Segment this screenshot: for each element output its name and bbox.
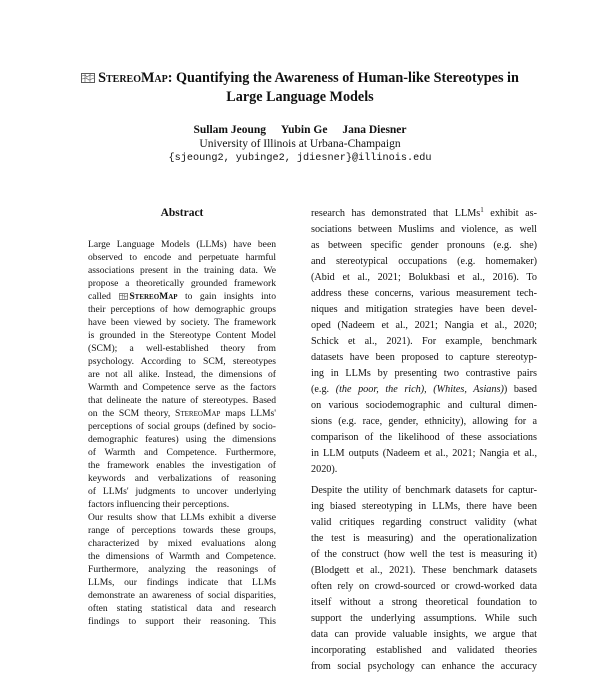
body-line: niques and mitigation strategies have been devel- <box>311 304 537 315</box>
title-framework-name: StereoMap <box>98 70 168 86</box>
body-line: incorporating established and validated theories <box>311 645 537 656</box>
abstract-line: the framework enables the investigation of <box>88 460 276 471</box>
body-line: 2020). <box>311 464 338 475</box>
body-line: ing biased stereotyping in LLMs, there have been <box>311 501 537 512</box>
abstract-line: the dimensions of Warmth and Competence. <box>88 551 276 562</box>
abstract-line: findings to support their reasoning. This <box>88 616 276 627</box>
abstract-line: keywords and verbalizations of reasoning <box>88 473 276 484</box>
abstract-line: is grounded in the Stereotype Content Model <box>88 330 276 341</box>
body-line: on various sociodemographic and cultural dimen- <box>311 400 537 411</box>
body-line: sions (e.g. race, gender, ethnicity), allowing for a <box>311 416 537 427</box>
body-line: and stereotypical occupations (e.g. homemaker) <box>311 256 537 267</box>
map-icon <box>119 293 128 300</box>
abstract-line <box>88 290 276 303</box>
abstract-line <box>88 407 276 420</box>
body-line: the test is measuring) and the operationalization <box>311 533 537 544</box>
body-line: of the construct (how well the test is measuring it) <box>311 549 537 560</box>
abstract-line: Large Language Models (LLMs) have been <box>88 239 276 250</box>
abstract-text: called <box>88 291 111 302</box>
abstract-line: propose a theoretically grounded framework <box>88 278 276 289</box>
body-text: ) based <box>503 384 538 395</box>
abstract-text: maps LLMs' <box>225 408 276 419</box>
abstract-line: of LLMs' judgments to uncover underlying <box>88 486 276 497</box>
footnote-marker[interactable]: 1 <box>480 206 484 214</box>
body-line: Despite the utility of benchmark datasets for captur- <box>311 485 537 496</box>
abstract-line: demonstrate an awareness of social disparities, <box>88 590 276 601</box>
abstract-line: LLMs, our findings indicate that LLMs <box>88 577 276 588</box>
body-line: (Abid et al., 2021; Bolukbasi et al., 2016). To <box>311 272 537 283</box>
abstract-line: range of perceptions towards these groups, <box>88 525 276 536</box>
affiliation: University of Illinois at Urbana-Champaign <box>199 138 401 150</box>
abstract-line: psychology. According to SCM, stereotypes <box>88 356 276 367</box>
title-line-1 <box>40 69 560 88</box>
author-name: Jana Diesner <box>342 124 407 136</box>
body-line: data can provide valuable insights, we argue that <box>311 629 537 640</box>
body-line: comparison of the likelihood of these associations <box>311 432 537 443</box>
abstract-line: Our results show that LLMs exhibit a diverse <box>88 512 276 523</box>
body-line: support the underlying assumptions. While such <box>311 613 537 624</box>
framework-name: StereoMap <box>175 408 221 419</box>
abstract-line: factors influencing their perceptions. <box>88 499 230 510</box>
abstract-line: their perceptions of how demographic groups <box>88 304 276 315</box>
abstract-line: characterized by mixed evaluations along <box>88 538 276 549</box>
abstract-line: associations present in the training data. We <box>88 265 276 276</box>
abstract-line: of Warmth and Competence. Furthermore, <box>88 447 276 458</box>
abstract-line: (SCM); a well-established theory from <box>88 343 276 354</box>
body-line: ing in LLMs by presenting two contrastive pairs <box>311 368 537 379</box>
body-line <box>311 207 537 220</box>
body-line: itself without a strong theoretical foundation to <box>311 597 537 608</box>
author-name: Sullam Jeoung <box>193 124 266 136</box>
body-italic-text: (the poor, the rich), (Whites, Asians) <box>335 384 504 395</box>
body-line: address these concerns, various measurement tech- <box>311 288 537 299</box>
paper-title <box>40 69 560 107</box>
abstract-line: are not all alike. Instead, the dimensions of <box>88 369 276 380</box>
abstract-line: perceptions of social groups (defined by socio- <box>88 421 276 432</box>
title-line-1-rest: : Quantifying the Awareness of Human-like Stereotypes in <box>167 70 519 86</box>
body-line: as between specific gender pronouns (e.g. she) <box>311 240 537 251</box>
abstract-text: to gain insights into <box>184 291 276 302</box>
author-name: Yubin Ge <box>280 124 328 136</box>
abstract-line: observed to encode and perpetuate harmful <box>88 252 276 263</box>
body-text: research has demonstrated that LLMs <box>311 208 481 219</box>
abstract-line: Warmth and Competence serve as the factors <box>88 382 276 393</box>
abstract-line: Furthermore, analyzing the reasonings of <box>88 564 276 575</box>
title-line-2: Large Language Models <box>226 89 374 105</box>
map-icon <box>81 73 95 83</box>
framework-name: StereoMap <box>129 291 178 302</box>
body-line: often rely on crowd-sourced or crowd-worked data <box>311 581 537 592</box>
abstract-line: have been viewed by society. The framework <box>88 317 276 328</box>
body-line: sociations between Muslims and violence, as well <box>311 224 537 235</box>
abstract-heading: Abstract <box>160 207 204 219</box>
body-line: from social psychology can enhance the accuracy <box>311 661 537 672</box>
abstract-line: often stating statistical data and research <box>88 603 276 614</box>
abstract-line: demographic features) using the dimensions <box>88 434 276 445</box>
body-line: (Blodgett et al., 2021). These benchmark datasets <box>311 565 537 576</box>
body-line <box>311 383 537 396</box>
body-text: exhibit as- <box>490 208 537 219</box>
abstract-text: on the SCM theory, <box>88 408 171 419</box>
body-text: (e.g. <box>311 384 330 395</box>
author-emails: {sjeoung2, yubinge2, jdiesner}@illinois.edu <box>168 153 432 164</box>
abstract-line: that delineate the nature of stereotypes. Based <box>88 395 276 406</box>
body-line: oped (Nadeem et al., 2021; Nangia et al., 2020; <box>311 320 537 331</box>
body-line: Schick et al., 2021). For example, benchmark <box>311 336 537 347</box>
author-list <box>40 123 560 138</box>
body-line: valid critiques regarding construct validity (what <box>311 517 537 528</box>
body-line: datasets have been proposed to capture stereotyp- <box>311 352 537 363</box>
body-line: in LLM outputs (Nadeem et al., 2021; Nangia et al., <box>311 448 537 459</box>
